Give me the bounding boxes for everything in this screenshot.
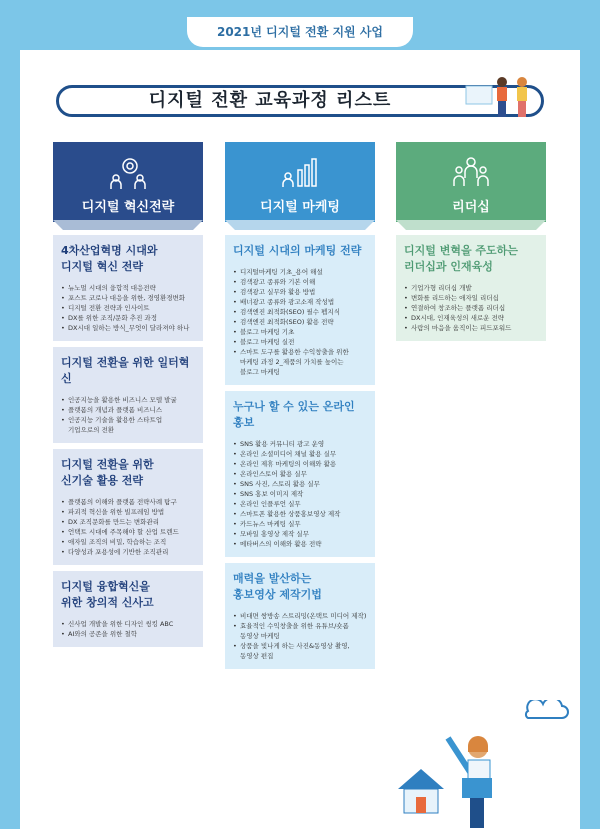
course-section — [53, 347, 203, 443]
course-item: • 효율적인 수익창출을 위한 유튜브/숏폼 동영상 마케팅 — [233, 621, 367, 641]
section-title: 디지털 전환을 위한 신기술 활용 전략 — [61, 458, 154, 487]
category-card-innovation — [53, 142, 203, 222]
section-title: 디지털 전환을 위한 일터혁신 — [61, 356, 190, 385]
course-item: • SNS 활용 커뮤니티 광고 운영 — [233, 439, 367, 449]
course-item: • 배너광고 종류와 광고소재 작성법 — [233, 297, 367, 307]
course-section — [53, 235, 203, 341]
course-list — [404, 283, 538, 333]
course-item: • SNS 사진, 스토리 활용 실무 — [233, 479, 367, 489]
cloud-icon — [520, 700, 570, 722]
course-section — [53, 571, 203, 647]
course-item: • DX시대 일하는 방식_무엇이 달라져야 하나 — [61, 323, 195, 333]
column-marketing — [225, 235, 375, 675]
course-item: • 카드뉴스 마케팅 실무 — [233, 519, 367, 529]
course-item: • 스마트폰 활용한 상품홍보영상 제작 — [233, 509, 367, 519]
course-item: • 다양성과 포용성에 기반한 조직관리 — [61, 547, 195, 557]
course-section — [53, 449, 203, 565]
chart-people-icon — [280, 156, 320, 190]
course-item: • 플랫폼의 이해와 플랫폼 전략사례 탐구 — [61, 497, 195, 507]
category-card-marketing — [225, 142, 375, 222]
course-item: • 스마트 도구를 활용한 수익창출을 위한 마케팅 과정 2_제품의 가치를 높이는 블로그 마케팅 — [233, 347, 367, 377]
team-icon — [451, 156, 491, 190]
course-list — [233, 267, 367, 377]
house-illustration — [396, 765, 446, 815]
category-label: 리더십 — [452, 200, 490, 215]
page-title: 디지털 전환 교육과정 리스트 — [148, 90, 392, 111]
section-title: 디지털 변혁을 주도하는 리더십과 인재육성 — [404, 244, 518, 273]
course-item: • 사람의 마음을 움직이는 피드포워드 — [404, 323, 538, 333]
section-title: 디지털 융합혁신을 위한 창의적 신사고 — [61, 580, 154, 609]
column-leadership — [396, 235, 546, 347]
course-item: • 포스트 코로나 대응을 위한, 경영환경변화 — [61, 293, 195, 303]
course-item: • 신사업 개발을 위한 디자인 씽킹 ABC — [61, 619, 195, 629]
category-card-leadership — [396, 142, 546, 222]
course-item: • 비대면 쌍방송 스트리밍(온택트 미디어 제작) — [233, 611, 367, 621]
course-item: • 온라인 인플루언 실무 — [233, 499, 367, 509]
course-section — [225, 391, 375, 557]
header-tag: 2021년 디지털 전환 지원 사업 — [187, 17, 413, 47]
course-item: • AI와의 공존을 위한 철학 — [61, 629, 195, 639]
course-item: • 파괴적 혁신을 위한 빌프레임 방법 — [61, 507, 195, 517]
category-label: 디지털 마케팅 — [260, 200, 340, 215]
course-item: • 블로그 마케팅 기초 — [233, 327, 367, 337]
course-item: • 온라인 소셜미디어 채널 활용 실무 — [233, 449, 367, 459]
course-list — [233, 439, 367, 549]
course-item: • 기업가형 리더십 개발 — [404, 283, 538, 293]
course-item: • 애자일 조직의 비밀, 학습하는 조직 — [61, 537, 195, 547]
course-item: • 모바일 홍영상 제작 실무 — [233, 529, 367, 539]
course-item: • 언택트 시대에 주목해야 할 산업 트렌드 — [61, 527, 195, 537]
category-label: 디지털 혁신전략 — [81, 200, 175, 215]
course-list — [61, 497, 195, 557]
course-item: • 메타버스의 이해와 활용 전략 — [233, 539, 367, 549]
course-item: • 검색엔진 최적화(SEO) 활용 전략 — [233, 317, 367, 327]
section-title: 매력을 발산하는 홍보영상 제작기법 — [233, 572, 322, 601]
course-item: • 온라인 제휴 마케팅의 이해와 활용 — [233, 459, 367, 469]
section-title: 디지털 시대의 마케팅 전략 — [233, 244, 362, 257]
course-list — [61, 395, 195, 435]
course-item: • 인공지능 기술을 활용한 스타트업 기업으로의 전환 — [61, 415, 195, 435]
course-item: • 뉴노멀 시대의 융합적 대응전략 — [61, 283, 195, 293]
course-item: • DX시대, 인재육성의 새로운 전략 — [404, 313, 538, 323]
course-item: • 검색광고 종류와 기본 이해 — [233, 277, 367, 287]
course-item: • 디지털마케팅 기초_용어 해설 — [233, 267, 367, 277]
course-item: • 디지털 전환 전략과 인사이트 — [61, 303, 195, 313]
section-title: 4차산업혁명 시대와 디지털 혁신 전략 — [61, 244, 158, 273]
course-section — [225, 235, 375, 385]
course-item: • DX 조직문화를 만드는 변화관리 — [61, 517, 195, 527]
course-section — [225, 563, 375, 669]
course-item: • 검색광고 실무와 활용 방법 — [233, 287, 367, 297]
course-item: • 연결하여 창조하는 플랫폼 리더십 — [404, 303, 538, 313]
gears-people-icon — [108, 156, 148, 190]
presenters-illustration — [462, 72, 542, 120]
woman-laptop-illustration — [440, 728, 510, 828]
course-item: • 플랫폼의 개념과 플랫폼 비즈니스 — [61, 405, 195, 415]
course-item: • SNS 홍보 이미지 제작 — [233, 489, 367, 499]
course-list — [61, 283, 195, 333]
course-item: • 변화를 리드하는 애자일 리더십 — [404, 293, 538, 303]
course-item: • 인공지능을 활용한 비즈니스 모델 발굴 — [61, 395, 195, 405]
course-list — [61, 619, 195, 639]
course-list — [233, 611, 367, 661]
course-item: • DX를 위한 조직/문화 추진 과정 — [61, 313, 195, 323]
course-item: • 상품을 빛나게 하는 사진&동영상 촬영, 동영상 편집 — [233, 641, 367, 661]
course-section — [396, 235, 546, 341]
course-item: • 블로그 마케팅 실전 — [233, 337, 367, 347]
section-title: 누구나 할 수 있는 온라인 홍보 — [233, 400, 355, 429]
course-item: • 온라인스토어 활용 실무 — [233, 469, 367, 479]
course-item: • 검색엔진 최적화(SEO) 필수 펩지식 — [233, 307, 367, 317]
column-innovation — [53, 235, 203, 653]
